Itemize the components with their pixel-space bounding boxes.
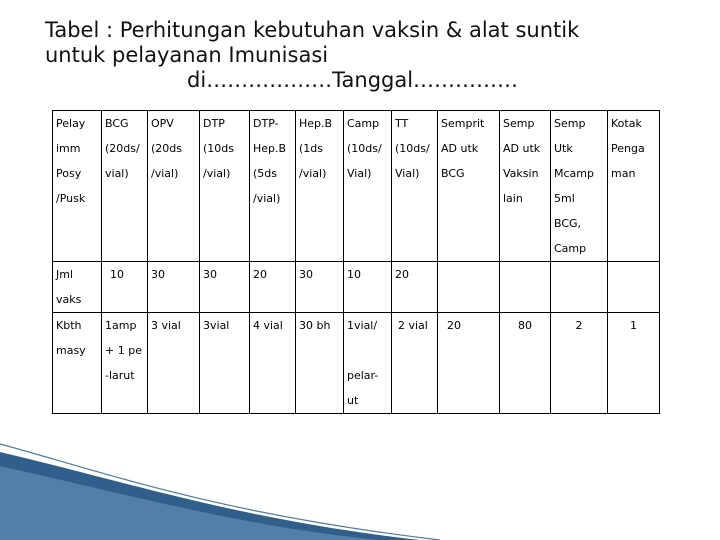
header-cell-pelayanan: Pelay imm Posy /Pusk: [53, 111, 102, 262]
table-cell: 2 vial: [392, 313, 438, 414]
table-cell: 1vial/ pelar- ut: [344, 313, 392, 414]
title-line-2: untuk pelayanan Imunisasi: [45, 43, 329, 67]
header-cell-semprit-mcamp: Semp Utk Mcamp 5ml BCG, Camp: [551, 111, 608, 262]
header-cell-opv: OPV (20ds /vial): [148, 111, 200, 262]
table-cell: [438, 262, 500, 313]
table-cell: 3 vial: [148, 313, 200, 414]
title-line-3: di………………Tanggal……………: [187, 68, 519, 92]
table-cell: 10: [344, 262, 392, 313]
row-label-kbth-masy: Kbth masy: [53, 313, 102, 414]
table-cell: 20: [250, 262, 296, 313]
decorative-wave: [0, 440, 720, 540]
table-cell: 4 vial: [250, 313, 296, 414]
header-cell-campak: Camp (10ds/ Vial): [344, 111, 392, 262]
table-cell: [608, 262, 660, 313]
table-cell: [500, 262, 551, 313]
table-cell: 1amp + 1 pe -larut: [102, 313, 148, 414]
table-cell: 80: [500, 313, 551, 414]
header-cell-tt: TT (10ds/ Vial): [392, 111, 438, 262]
header-cell-bcg: BCG (20ds/ vial): [102, 111, 148, 262]
table-cell: 10: [102, 262, 148, 313]
table-row-kbth-masy: [53, 313, 660, 414]
table-cell: [551, 262, 608, 313]
page-title: [45, 18, 579, 93]
table-cell: 2: [551, 313, 608, 414]
table-cell: 30 bh: [296, 313, 344, 414]
table-cell: 30: [148, 262, 200, 313]
header-row: [53, 111, 660, 262]
row-label-jml-vaks: Jml vaks: [53, 262, 102, 313]
header-cell-dtp-hepb: DTP- Hep.B (5ds /vial): [250, 111, 296, 262]
title-line-1: Tabel : Perhitungan kebutuhan vaksin & alat suntik: [45, 18, 580, 42]
table-cell: 3vial: [200, 313, 250, 414]
header-cell-semprit-vaksin: Semp AD utk Vaksin lain: [500, 111, 551, 262]
table-cell: 30: [200, 262, 250, 313]
header-cell-kotak-pengaman: Kotak Penga man: [608, 111, 660, 262]
header-cell-hepb: Hep.B (1ds /vial): [296, 111, 344, 262]
vaccine-needs-table: [52, 110, 660, 414]
table-cell: 20: [438, 313, 500, 414]
table-cell: 30: [296, 262, 344, 313]
table-cell: 20: [392, 262, 438, 313]
table-cell: 1: [608, 313, 660, 414]
table-row-jml-vaksin: [53, 262, 660, 313]
header-cell-semprit-bcg: Semprit AD utk BCG: [438, 111, 500, 262]
header-cell-dtp: DTP (10ds /vial): [200, 111, 250, 262]
